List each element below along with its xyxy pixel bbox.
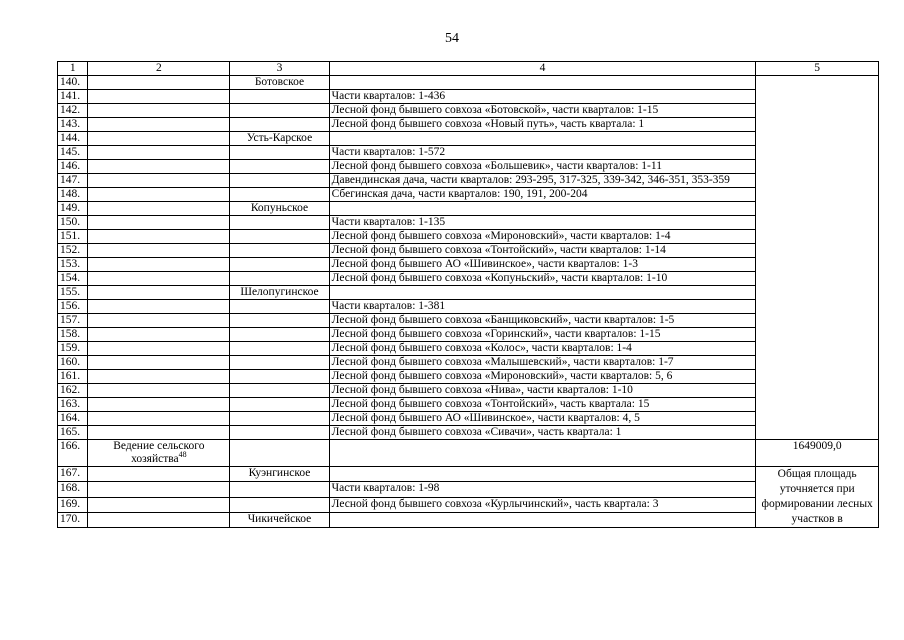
forest-description-cell: Лесной фонд бывшего совхоза «Копуньский», части кварталов: 1-10 [329, 272, 756, 286]
district-cell [230, 342, 329, 356]
forest-description-cell: Части кварталов: 1-135 [329, 216, 756, 230]
row-number: 151. [58, 230, 88, 244]
row-number: 169. [58, 497, 88, 512]
row-number: 160. [58, 356, 88, 370]
purpose-cell [88, 482, 230, 497]
area-value-cell: 1649009,0 [756, 440, 879, 467]
district-cell [230, 258, 329, 272]
forest-description-cell: Части кварталов: 1-436 [329, 90, 756, 104]
table-row [58, 90, 879, 104]
district-cell [230, 230, 329, 244]
purpose-cell [88, 272, 230, 286]
forest-description-cell [329, 512, 756, 527]
district-cell [230, 160, 329, 174]
row-number: 145. [58, 146, 88, 160]
table-row [58, 286, 879, 300]
row-number: 146. [58, 160, 88, 174]
header-cell-1: 1 [58, 62, 88, 76]
purpose-cell [88, 342, 230, 356]
row-number: 157. [58, 314, 88, 328]
forest-description-cell: Лесной фонд бывшего совхоза «Новый путь», часть квартала: 1 [329, 118, 756, 132]
row-number: 155. [58, 286, 88, 300]
forest-description-cell: Сбегинская дача, части кварталов: 190, 191, 200-204 [329, 188, 756, 202]
row-number: 154. [58, 272, 88, 286]
purpose-cell [88, 398, 230, 412]
table-row [58, 202, 879, 216]
row-number: 152. [58, 244, 88, 258]
row-number: 149. [58, 202, 88, 216]
district-cell [230, 370, 329, 384]
forest-description-cell [329, 76, 756, 90]
table-row [58, 467, 879, 482]
forest-description-cell: Лесной фонд бывшего совхоза «Мироновский», части кварталов: 1-4 [329, 230, 756, 244]
district-cell: Усть-Карское [230, 132, 329, 146]
purpose-cell [88, 412, 230, 426]
table-row [58, 188, 879, 202]
purpose-text: Ведение сельского хозяйства [113, 440, 205, 465]
district-cell: Шелопугинское [230, 286, 329, 300]
row-number: 168. [58, 482, 88, 497]
row-number: 158. [58, 328, 88, 342]
forest-description-cell: Лесной фонд бывшего совхоза «Курлычинский», часть квартала: 3 [329, 497, 756, 512]
forest-description-cell [329, 440, 756, 467]
footnote-ref: 48 [178, 450, 187, 460]
forest-description-cell: Лесной фонд бывшего совхоза «Малышевский», части кварталов: 1-7 [329, 356, 756, 370]
purpose-cell [88, 230, 230, 244]
row-number: 142. [58, 104, 88, 118]
table-row [58, 328, 879, 342]
table-row [58, 146, 879, 160]
purpose-cell [88, 440, 230, 467]
purpose-cell [88, 118, 230, 132]
row-number: 167. [58, 467, 88, 482]
district-cell [230, 497, 329, 512]
purpose-cell [88, 356, 230, 370]
district-cell [230, 118, 329, 132]
row-number: 170. [58, 512, 88, 527]
district-cell [230, 174, 329, 188]
purpose-cell [88, 328, 230, 342]
table-row [58, 426, 879, 440]
forest-description-cell: Лесной фонд бывшего совхоза «Колос», части кварталов: 1-4 [329, 342, 756, 356]
purpose-cell [88, 426, 230, 440]
forest-description-cell: Лесной фонд бывшего совхоза «Горинский», части кварталов: 1-15 [329, 328, 756, 342]
table-row [58, 440, 879, 467]
purpose-cell [88, 300, 230, 314]
table-row [58, 272, 879, 286]
purpose-cell [88, 132, 230, 146]
purpose-cell [88, 384, 230, 398]
forest-description-cell: Части кварталов: 1-381 [329, 300, 756, 314]
forest-description-cell: Лесной фонд бывшего АО «Шивинское», части кварталов: 4, 5 [329, 412, 756, 426]
forest-description-cell: Части кварталов: 1-98 [329, 482, 756, 497]
header-row [58, 62, 879, 76]
table-row [58, 300, 879, 314]
purpose-cell [88, 90, 230, 104]
district-cell [230, 146, 329, 160]
table-row [58, 482, 879, 497]
header-cell-3: 3 [230, 62, 329, 76]
table-row [58, 244, 879, 258]
header-cell-4: 4 [329, 62, 756, 76]
table-row [58, 370, 879, 384]
forest-description-cell [329, 467, 756, 482]
district-cell [230, 300, 329, 314]
row-number: 164. [58, 412, 88, 426]
table-row [58, 398, 879, 412]
table-row [58, 342, 879, 356]
row-number: 150. [58, 216, 88, 230]
table-row [58, 356, 879, 370]
forest-description-cell [329, 132, 756, 146]
table-row [58, 412, 879, 426]
district-cell [230, 104, 329, 118]
purpose-cell [88, 370, 230, 384]
row-number: 144. [58, 132, 88, 146]
table-row [58, 384, 879, 398]
row-number: 161. [58, 370, 88, 384]
land-table [57, 61, 879, 528]
row-number: 141. [58, 90, 88, 104]
table-row [58, 132, 879, 146]
purpose-cell [88, 146, 230, 160]
forest-description-cell: Лесной фонд бывшего совхоза «Нива», части кварталов: 1-10 [329, 384, 756, 398]
forest-description-cell [329, 202, 756, 216]
purpose-cell [88, 467, 230, 482]
district-cell [230, 356, 329, 370]
purpose-cell [88, 216, 230, 230]
forest-description-cell: Лесной фонд бывшего совхоза «Мироновский», части кварталов: 5, 6 [329, 370, 756, 384]
forest-description-cell: Лесной фонд бывшего совхоза «Ботовской», части кварталов: 1-15 [329, 104, 756, 118]
purpose-cell [88, 258, 230, 272]
row-number: 162. [58, 384, 88, 398]
header-cell-2: 2 [88, 62, 230, 76]
forest-description-cell [329, 286, 756, 300]
purpose-cell [88, 188, 230, 202]
row-number: 156. [58, 300, 88, 314]
district-cell [230, 188, 329, 202]
forest-description-cell: Лесной фонд бывшего совхоза «Сивачи», часть квартала: 1 [329, 426, 756, 440]
district-cell [230, 90, 329, 104]
table-row [58, 160, 879, 174]
page-number: 54 [445, 31, 459, 46]
purpose-cell [88, 286, 230, 300]
table-row [58, 104, 879, 118]
district-cell [230, 384, 329, 398]
table-row [58, 118, 879, 132]
district-cell [230, 244, 329, 258]
area-cell-empty [756, 76, 879, 440]
district-cell: Копуньское [230, 202, 329, 216]
forest-description-cell: Части кварталов: 1-572 [329, 146, 756, 160]
purpose-cell [88, 104, 230, 118]
district-cell: Чикичейское [230, 512, 329, 527]
forest-description-cell: Давендинская дача, части кварталов: 293-295, 317-325, 339-342, 346-351, 353-359 [329, 174, 756, 188]
district-cell [230, 314, 329, 328]
row-number: 140. [58, 76, 88, 90]
table-row [58, 216, 879, 230]
table-row [58, 314, 879, 328]
district-cell [230, 412, 329, 426]
purpose-cell [88, 244, 230, 258]
forest-description-cell: Лесной фонд бывшего совхоза «Банщиковский», части кварталов: 1-5 [329, 314, 756, 328]
purpose-cell [88, 76, 230, 90]
row-number: 143. [58, 118, 88, 132]
district-cell [230, 440, 329, 467]
district-cell [230, 328, 329, 342]
district-cell: Куэнгинское [230, 467, 329, 482]
purpose-cell [88, 512, 230, 527]
forest-description-cell: Лесной фонд бывшего совхоза «Большевик», части кварталов: 1-11 [329, 160, 756, 174]
purpose-cell [88, 174, 230, 188]
table-row [58, 512, 879, 527]
row-number: 147. [58, 174, 88, 188]
district-cell [230, 482, 329, 497]
district-cell [230, 398, 329, 412]
row-number: 166. [58, 440, 88, 467]
table-row [58, 174, 879, 188]
forest-description-cell: Лесной фонд бывшего совхоза «Тонтойский», части кварталов: 1-14 [329, 244, 756, 258]
row-number: 153. [58, 258, 88, 272]
purpose-cell [88, 160, 230, 174]
area-note-cell: Общая площадь уточняется при формировании лесных участков в [756, 467, 879, 528]
row-number: 165. [58, 426, 88, 440]
table-row [58, 230, 879, 244]
row-number: 159. [58, 342, 88, 356]
district-cell [230, 216, 329, 230]
header-cell-5: 5 [756, 62, 879, 76]
forest-description-cell: Лесной фонд бывшего совхоза «Тонтойский», часть квартала: 15 [329, 398, 756, 412]
purpose-cell [88, 314, 230, 328]
purpose-cell [88, 497, 230, 512]
forest-description-cell: Лесной фонд бывшего АО «Шивинское», части кварталов: 1-3 [329, 258, 756, 272]
purpose-cell [88, 202, 230, 216]
table-row [58, 497, 879, 512]
district-cell: Ботовское [230, 76, 329, 90]
table-row [58, 258, 879, 272]
district-cell [230, 426, 329, 440]
row-number: 163. [58, 398, 88, 412]
district-cell [230, 272, 329, 286]
table-row [58, 76, 879, 90]
row-number: 148. [58, 188, 88, 202]
